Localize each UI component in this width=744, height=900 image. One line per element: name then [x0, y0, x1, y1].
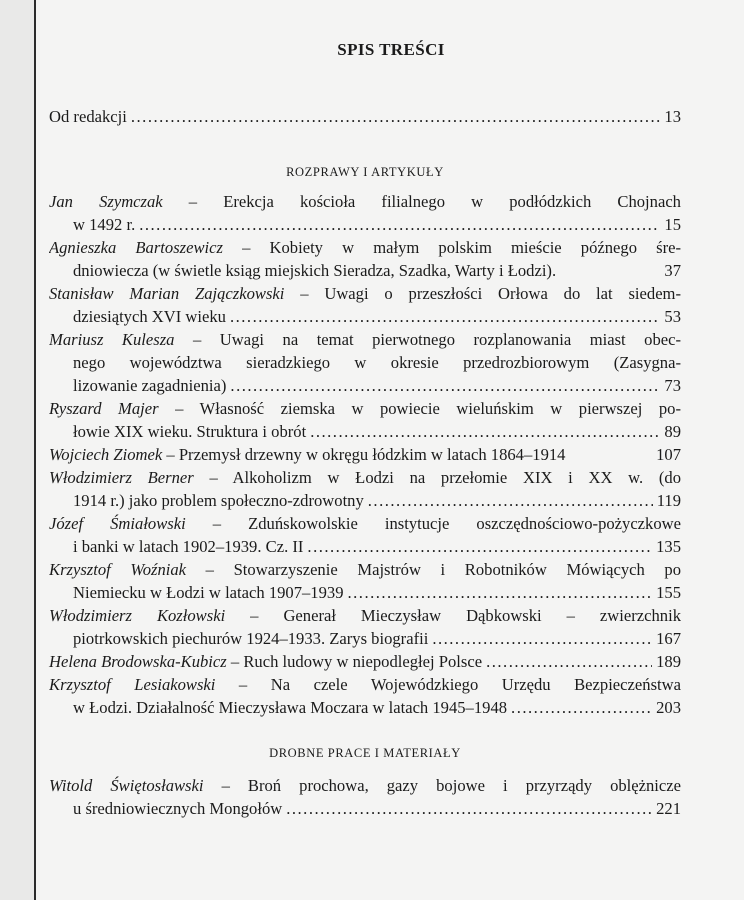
toc-entry[interactable]: [49, 604, 681, 650]
toc-title-line: i banki w latach 1902–1939. Cz. II: [73, 537, 304, 556]
toc-entry[interactable]: [49, 774, 681, 820]
leader-dots: [486, 650, 652, 673]
section-heading-articles: ROZPRAWY I ARTYKUŁY: [286, 165, 444, 179]
toc-page-number: 155: [656, 583, 681, 602]
toc-page-number: 107: [656, 445, 681, 464]
toc-entry[interactable]: [49, 397, 681, 443]
toc-title-line: – Uwagi na temat pierwotnego rozplanowania miast obec-: [192, 330, 681, 349]
toc-author: Jan Szymczak: [49, 192, 163, 211]
toc-page-number: 53: [664, 307, 681, 326]
toc-title-line: – Własność ziemska w powiecie wieluńskim w pierwszej po-: [175, 399, 681, 418]
toc-entry[interactable]: [49, 466, 681, 512]
page-title: SPIS TREŚCI: [337, 40, 445, 59]
toc-page-number: 119: [656, 491, 681, 510]
document-page: [34, 0, 744, 900]
toc-title-line: w Łodzi. Działalność Mieczysława Moczara w latach 1945–1948: [73, 698, 508, 717]
toc-author: Agnieszka Bartoszewicz: [49, 238, 223, 257]
toc-author: Wojciech Ziomek: [49, 445, 163, 464]
toc-page-number: 203: [656, 698, 681, 717]
toc-title-line: – Na czele Wojewódzkiego Urzędu Bezpieczeństwa: [238, 675, 681, 694]
toc-author: Józef Śmiałowski: [49, 514, 186, 533]
toc-title-line: lizowanie zagadnienia): [73, 376, 227, 395]
toc-title-line: – Zduńskowolskie instytucje oszczędnościowo-pożyczkowe: [212, 514, 681, 533]
toc-title-line: – Broń prochowa, gazy bojowe i przyrządy oblężnicze: [221, 776, 681, 795]
leader-dots: [432, 627, 652, 650]
toc-title-line: nego województwa sieradzkiego w okresie przedrozbiorowym (Zasygna-: [73, 353, 681, 372]
toc-title-line: w 1492 r.: [73, 215, 136, 234]
toc-entry[interactable]: [49, 282, 681, 328]
toc-title-line: Niemiecku w Łodzi w latach 1907–1939: [73, 583, 344, 602]
leader-dots: [348, 581, 653, 604]
toc-title-line: – Stowarzyszenie Majstrów i Robotników Mówiących po: [205, 560, 681, 579]
toc-title-line: dziesiątych XVI wieku: [73, 307, 226, 326]
leader-dots: [368, 489, 653, 512]
toc-page-number: 167: [656, 629, 681, 648]
toc-page-number: 13: [664, 107, 681, 126]
leader-dots: [307, 535, 652, 558]
page-gutter: [0, 0, 34, 900]
toc-entry[interactable]: [49, 190, 681, 236]
toc-title-line: – Erekcja kościoła filialnego w podłódzkich Chojnach: [188, 192, 681, 211]
toc-title-line: – Przemysł drzewny w okręgu łódzkim w latach 1864–1914: [166, 445, 566, 464]
leader-dots: [310, 420, 660, 443]
toc-page-number: 37: [664, 261, 681, 280]
toc-entry[interactable]: [49, 512, 681, 558]
toc-entry-title: Od redakcji: [49, 107, 127, 126]
toc-page-number: 73: [664, 376, 681, 395]
toc-page-number: 89: [664, 422, 681, 441]
toc-author: Ryszard Majer: [49, 399, 159, 418]
toc-page-number: 135: [656, 537, 681, 556]
toc-page-number: 189: [656, 652, 681, 671]
toc-entry[interactable]: [49, 650, 681, 673]
leader-dots: [230, 305, 660, 328]
toc-page-number: 221: [656, 799, 681, 818]
toc-title-line: – Uwagi o przeszłości Orłowa do lat siedem-: [300, 284, 681, 303]
section-heading-materials: DROBNE PRACE I MATERIAŁY: [269, 746, 461, 760]
toc-entry[interactable]: [49, 558, 681, 604]
toc-author: Helena Brodowska-Kubicz: [49, 652, 227, 671]
toc-title-line: – Generał Mieczysław Dąbkowski – zwierzchnik: [250, 606, 681, 625]
toc-title-line: – Alkoholizm w Łodzi na przełomie XIX i XX w. (do: [209, 468, 681, 487]
toc-page-number: 15: [664, 215, 681, 234]
toc-title-line: łowie XIX wieku. Struktura i obrót: [73, 422, 307, 441]
leader-dots: [511, 696, 652, 719]
leader-dots: [139, 213, 660, 236]
toc-author: Stanisław Marian Zajączkowski: [49, 284, 285, 303]
leader-dots: [230, 374, 660, 397]
toc-title-line: u średniowiecznych Mongołów: [73, 799, 283, 818]
leader-dots: [286, 797, 652, 820]
toc-title-line: – Ruch ludowy w niepodległej Polsce: [230, 652, 483, 671]
toc-author: Mariusz Kulesza: [49, 330, 175, 349]
toc-entry[interactable]: [49, 673, 681, 719]
toc-title-line: 1914 r.) jako problem społeczno-zdrowotny: [73, 491, 364, 510]
toc-author: Krzysztof Lesiakowski: [49, 675, 216, 694]
toc-entry-intro[interactable]: [49, 105, 681, 128]
toc-title-line: piotrkowskich piechurów 1924–1933. Zarys biografii: [73, 629, 429, 648]
toc-author: Krzysztof Woźniak: [49, 560, 187, 579]
toc-author: Włodzimierz Berner: [49, 468, 194, 487]
toc-title-line: dniowiecza (w świetle ksiąg miejskich Sieradza, Szadka, Warty i Łodzi).: [73, 261, 557, 280]
toc-entry[interactable]: [49, 328, 681, 397]
leader-dots: [131, 105, 661, 128]
toc-title-line: – Kobiety w małym polskim mieście późnego śre-: [242, 238, 681, 257]
toc-author: Witold Świętosławski: [49, 776, 204, 795]
toc-author: Włodzimierz Kozłowski: [49, 606, 226, 625]
toc-entry[interactable]: [49, 236, 681, 282]
toc-entry[interactable]: [49, 443, 681, 466]
